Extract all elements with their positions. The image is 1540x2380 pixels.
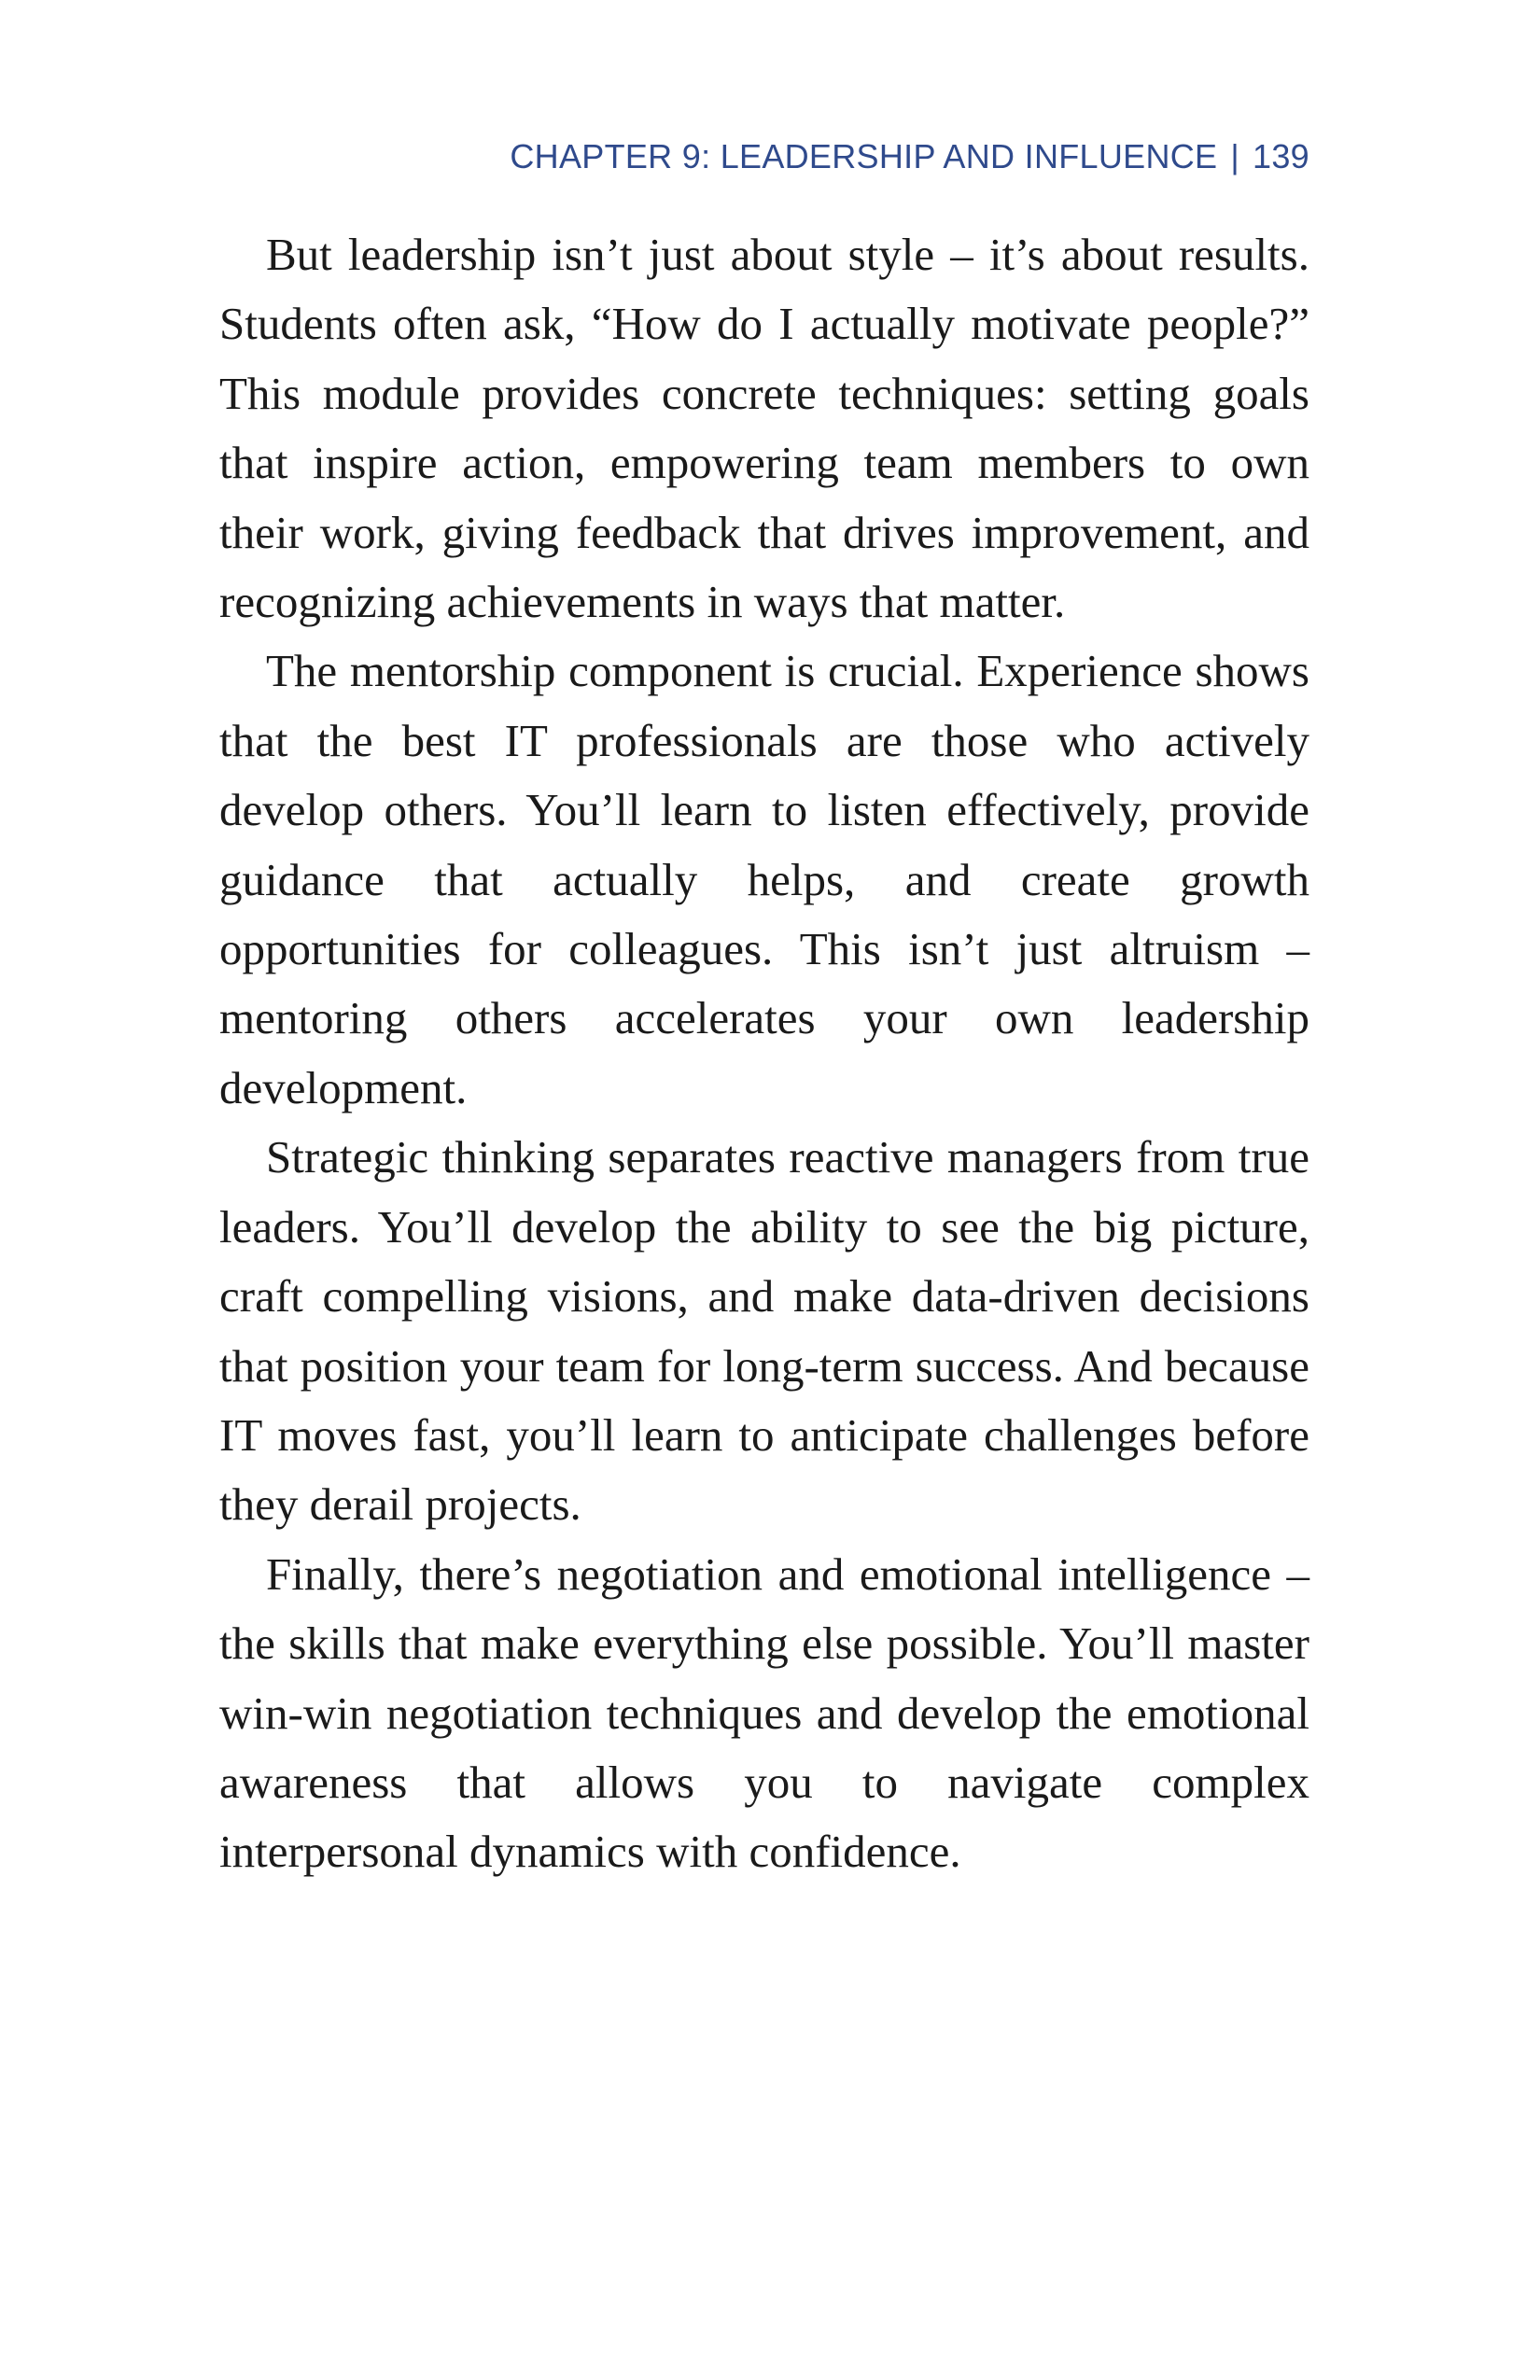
running-header xyxy=(510,137,1309,175)
paragraph-results: But leadership isn’t just about style – it’s about results. Students often ask, “How do I actually motivate people?” This module provides concrete techniques: setting goals that inspire action, empowering team members to own their work, giving feedback that drives improvement, and recognizing achievements in ways that matter. xyxy=(219,229,1309,628)
paragraph-strategic-thinking: Strategic thinking separates reactive managers from true leaders. You’ll develop the ability to see the big picture, craft compelling visions, and make data-driven decisions that position your team for long-term success. And because IT moves fast, you’ll learn to anticipate challenges before they derail projects. xyxy=(219,1131,1309,1531)
page-number: 139 xyxy=(1253,137,1309,175)
chapter-title: CHAPTER 9: LEADERSHIP AND INFLUENCE xyxy=(510,137,1218,175)
paragraph-mentorship: The mentorship component is crucial. Experience shows that the best IT professionals are those who actively develop others. You’ll learn to listen effectively, provide guidance that actually helps, and create growth opportunities for colleagues. This isn’t just altruism – mentoring others accelerates your own leadership development. xyxy=(219,645,1309,1113)
header-separator: | xyxy=(1230,137,1240,175)
paragraph-negotiation: Finally, there’s negotiation and emotional intelligence – the skills that make everything else possible. You’ll master win-win negotiation techniques and develop the emotional awareness that allows you to navigate complex interpersonal dynamics with confidence. xyxy=(219,1547,1309,1878)
body-text xyxy=(219,220,1309,1887)
